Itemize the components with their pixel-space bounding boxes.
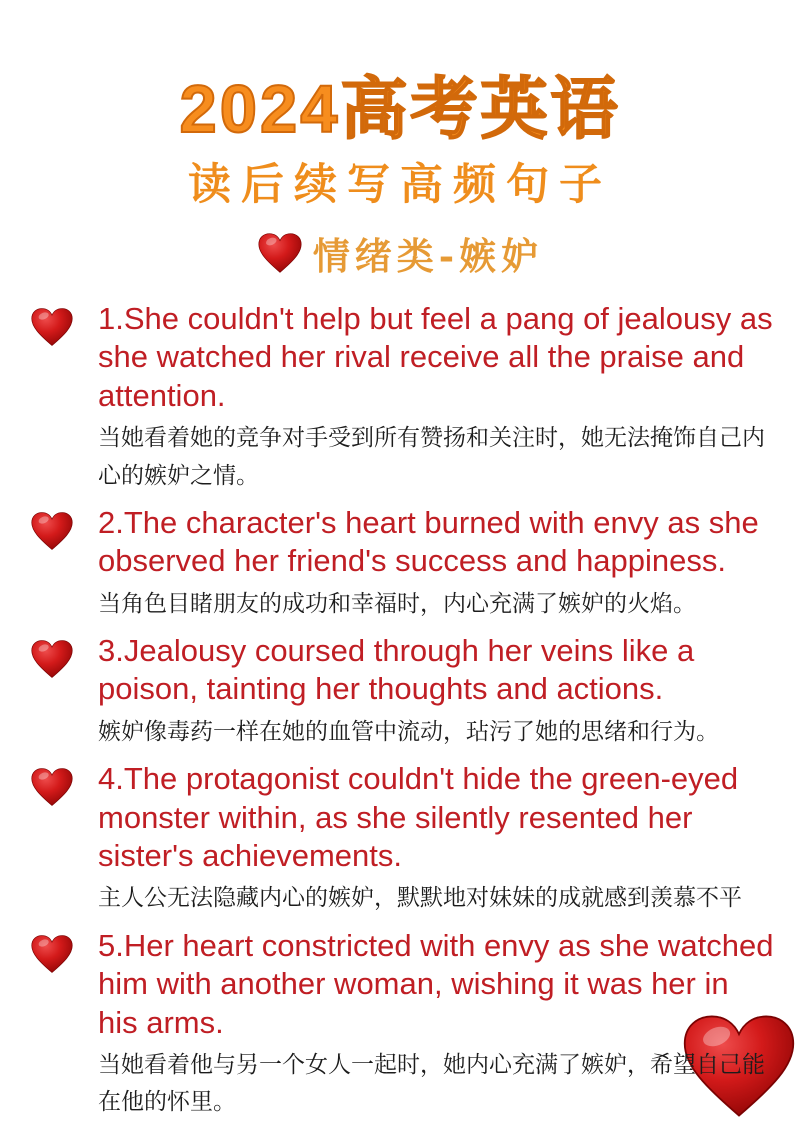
page-subtitle: 读后续写高频句子 [188,160,612,211]
heart-bullet-icon [30,511,74,551]
sentence-item [30,927,774,1122]
sentence-list [0,300,800,1121]
category-row [0,226,800,280]
sentence-text-block [98,632,774,751]
chinese-translation: 嫉妒像毒药一样在她的血管中流动，玷污了她的思绪和行为。 [98,718,719,745]
english-sentence: 3.Jealousy coursed through her veins like a poison, tainting her thoughts and actions. [98,632,695,707]
chinese-translation: 当角色目睹朋友的成功和幸福时，内心充满了嫉妒的火焰。 [98,590,696,617]
sentence-text-block [98,760,774,918]
english-sentence: 5.Her heart constricted with envy as she watched him with another woman, wishing it was her in his arms. [98,927,774,1040]
heart-bullet-icon [30,934,74,974]
heart-bullet-icon [30,639,74,679]
sentence-item [30,632,774,751]
header [0,0,800,280]
heart-bullet-icon [30,767,74,807]
sentence-text-block [98,927,774,1122]
chinese-translation: 当她看着她的竞争对手受到所有赞扬和关注时，她无法掩饰自己内心的嫉妒之情。 [98,425,765,489]
chinese-translation: 主人公无法隐藏内心的嫉妒，默默地对妹妹的成就感到羡慕不平 [98,885,742,912]
sentence-text-block [98,300,774,495]
sentence-item [30,300,774,495]
english-sentence: 2.The character's heart burned with envy as she observed her friend's success and happiness. [98,504,759,579]
chinese-translation: 当她看着他与另一个女人一起时，她内心充满了嫉妒，希望自己能在他的怀里。 [98,1051,765,1116]
sentence-item [30,504,774,623]
heart-bullet-icon [30,307,74,347]
page-title: 2024高考英语 [179,72,621,147]
sentence-item [30,760,774,918]
english-sentence: 4.The protagonist couldn't hide the green-eyed monster within, as she silently resented her sister's achievements. [98,761,739,873]
english-sentence: 1.She couldn't help but feel a pang of jealousy as she watched her rival receive all the praise and attention. [98,301,773,413]
sentence-text-block [98,504,774,623]
category-label: 情绪类-嫉妒 [312,234,544,279]
heart-icon [257,232,303,274]
